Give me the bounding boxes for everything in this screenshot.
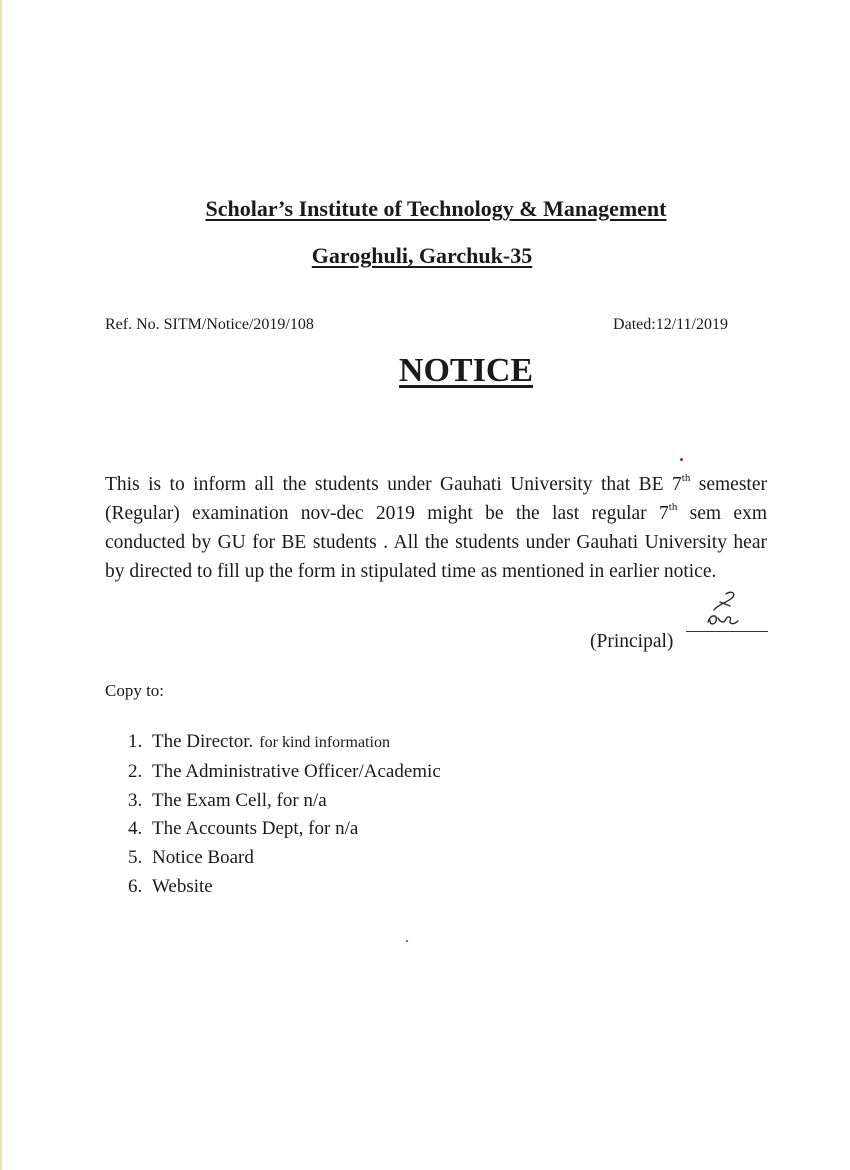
list-number: 1. — [128, 731, 143, 752]
signature-line — [686, 631, 768, 632]
list-text: The Accounts Dept, for n/a — [152, 818, 359, 840]
list-number: 5. — [128, 847, 143, 869]
body-part-1: This is to inform all the students under Gauhati University that BE 7 — [105, 474, 682, 495]
list-item — [120, 787, 441, 816]
copy-to-label: Copy to: — [105, 681, 165, 700]
body-sup-2: th — [668, 501, 678, 513]
list-item — [120, 758, 441, 787]
body-part-2: semester (Regular) examination nov-dec 2019 might be the last regular 7 — [105, 474, 767, 524]
list-item — [120, 728, 441, 758]
body-part-3: sem exm conducted by GU for BE students . All the students under Gauhati University hear by directed to fill up the form in stipulated time as mentioned in earlier notice. — [105, 503, 767, 582]
scan-edge — [0, 0, 2, 1170]
principal-signature — [696, 588, 756, 632]
list-note: for kind information — [259, 734, 390, 751]
notice-body — [105, 470, 767, 586]
list-text: The Exam Cell, for n/a — [152, 789, 327, 811]
list-text: The Director. — [152, 731, 254, 752]
list-number: 2. — [128, 760, 143, 782]
scan-speck — [406, 940, 408, 942]
list-text: Notice Board — [152, 847, 254, 869]
notice-date: Dated:12/11/2019 — [613, 316, 728, 333]
institute-address: Garoghuli, Garchuk-35 — [311, 243, 533, 268]
notice-title: NOTICE — [398, 352, 534, 389]
institute-name: Scholar’s Institute of Technology & Management — [205, 196, 667, 221]
copy-to-list — [120, 728, 441, 902]
reference-number: Ref. No. SITM/Notice/2019/108 — [105, 316, 314, 333]
scan-speck — [680, 458, 683, 461]
list-number: 4. — [128, 818, 143, 840]
list-text: Website — [152, 875, 213, 897]
body-sup-1: th — [681, 472, 691, 484]
signatory-title: (Principal) — [590, 631, 674, 652]
list-item — [120, 844, 441, 873]
list-text: The Administrative Officer/Academic — [152, 760, 441, 782]
list-item — [120, 873, 441, 902]
list-item — [120, 815, 441, 844]
list-number: 6. — [128, 875, 143, 897]
list-number: 3. — [128, 789, 143, 811]
